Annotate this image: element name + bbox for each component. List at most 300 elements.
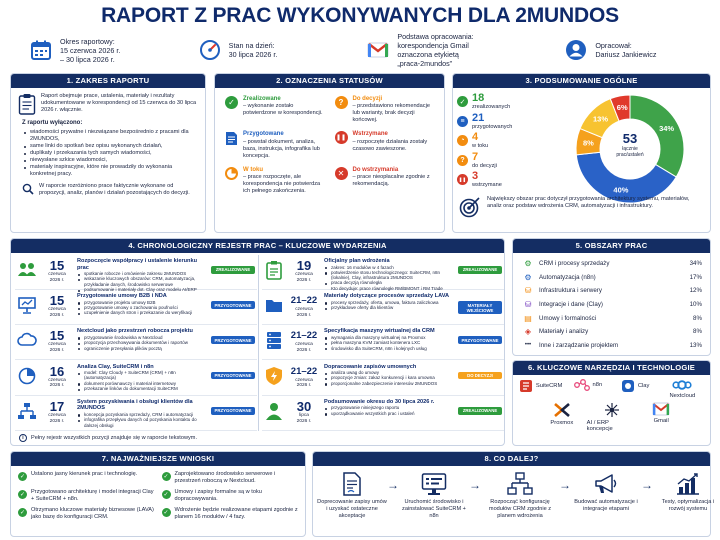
area-row xyxy=(521,284,702,298)
area-value: 12% xyxy=(689,287,702,295)
area-label: Materiały i analizy xyxy=(539,328,589,336)
clay-icon xyxy=(621,379,635,393)
entry-day: 21–22 xyxy=(290,330,318,342)
stat-label: do decyzji xyxy=(472,162,497,169)
entry-title: Podsumowanie okresu do 30 lipca 2026 r. xyxy=(324,398,435,405)
progress-icon xyxy=(225,167,238,180)
conclusion-item xyxy=(162,489,300,503)
timeline-entry xyxy=(262,361,504,396)
arrow-right-icon: → xyxy=(641,478,653,492)
area-value: 13% xyxy=(689,341,702,349)
conclusion-text: Ustalono jasny kierunek prac i technologię. xyxy=(31,471,138,477)
entry-bullet: propozycje zmian: zakaz konkurencji i kara umowna xyxy=(324,375,454,380)
clipboard-icon xyxy=(264,260,284,280)
entry-bullet: ograniczenie przesyłania plików pocztą xyxy=(77,346,207,351)
entry-bullets xyxy=(324,265,454,286)
summary-stat xyxy=(457,92,537,112)
entry-date xyxy=(288,400,320,425)
area-row xyxy=(521,339,702,353)
entry-bullet: analiza uwag do umowy xyxy=(324,370,454,375)
entry-bullet: uzupełnienie danych stron i przekazanie do weryfikacji xyxy=(77,310,207,315)
conclusion-item xyxy=(162,471,300,485)
excluded-item: wiadomości prywatne i niezwiązane bezpośrednio z pracami dla 2MUNDOS, xyxy=(23,129,197,143)
excluded-list xyxy=(11,129,205,178)
excluded-item: duplikaty i przekazania tych samych wiadomości, xyxy=(23,150,197,157)
conclusion-text: Przygotowano architekturę i model integracji Clay + SuiteCRM + n8n. xyxy=(31,489,154,502)
pause-icon: ❚❚ xyxy=(335,131,348,144)
area-label: Integracje i dane (Clay) xyxy=(539,301,603,309)
entry-title: Przygotowanie umowy B2B i NDA xyxy=(77,293,167,300)
entry-date xyxy=(288,294,320,319)
area-value: 8% xyxy=(693,328,702,336)
entry-title: Rozpoczęcie współpracy i ustalenie kierunku prac xyxy=(77,258,197,271)
status-name: W toku xyxy=(243,166,263,173)
area-label: Inne i zarządzanie projektem xyxy=(539,341,619,349)
area-value: 34% xyxy=(689,260,702,268)
entry-bullet: wymagania dla maszyny wirtualnej na Proxmox xyxy=(324,335,454,340)
entry-title: Oficjalny plan wdrożenia xyxy=(324,258,390,264)
entry-month: czerwca 2026 r. xyxy=(295,377,313,389)
entry-month: czerwca 2026 r. xyxy=(295,272,313,283)
entry-date xyxy=(41,365,73,390)
people-icon xyxy=(17,260,37,280)
tool-label: Gmail xyxy=(653,418,669,424)
entry-bullet: praca decyzją równoległa xyxy=(324,280,454,285)
monitor-icon xyxy=(421,472,447,496)
entry-bullet: spotkanie robocze i omówienie zakresu 2MUNDOS xyxy=(77,271,207,276)
summary-note: Największy obszar prac dotyczył przygotowania architektury systemu, materiałów, analiz oraz podstaw wdrożenia CRM, automatyzacji i infrastruktury. xyxy=(487,196,690,209)
stat-label: przygotowanych xyxy=(472,123,513,130)
conclusion-item xyxy=(18,471,156,485)
timeline-entry xyxy=(262,255,504,290)
entry-bullet: model: Clay Cloudy + SuiteCRM (CRM) + n8n (automatyzacja) xyxy=(77,370,207,381)
entry-day: 17 xyxy=(49,398,65,414)
status-name: Zrealizowane xyxy=(243,96,281,102)
area-label: CRM i procesy sprzedaży xyxy=(539,260,610,268)
sitemap-icon xyxy=(17,401,37,421)
status-badge: DO DECYZJI xyxy=(458,372,502,380)
section-scope-title: 1. ZAKRES RAPORTU xyxy=(11,74,205,88)
summary-stat xyxy=(457,170,537,190)
donut-slice-label: 6% xyxy=(616,103,628,113)
report-info-row xyxy=(8,30,712,70)
info-author xyxy=(543,30,712,70)
entry-title: Materiały dotyczące procesów sprzedaży LAVA xyxy=(324,293,450,300)
info-period xyxy=(8,30,177,70)
summary-stats xyxy=(457,92,537,190)
check-icon: ✓ xyxy=(225,96,238,109)
entry-bullets xyxy=(77,300,207,316)
tool-label: Clay xyxy=(637,383,650,389)
entry-day: 21–22 xyxy=(290,295,318,307)
entry-bullet: wskazanie kluczowych obszarów: CRM, automatyzacja, przykładanie danych, środowisko serwerowe xyxy=(77,276,207,287)
entry-day: 15 xyxy=(49,293,65,309)
stat-label: w toku xyxy=(472,143,489,150)
excluded-item: materiały inspiracyjne, które nie prowadziły do wykonania konkretnej pracy. xyxy=(23,164,197,178)
entry-bullet: infografika przepływu danych od pozyskania kontaktu do dalszej obsługi xyxy=(77,417,207,428)
entry-bullets xyxy=(77,412,207,428)
section-next-steps xyxy=(312,451,715,537)
section-summary-title: 3. PODSUMOWANIE OGÓLNE xyxy=(453,74,710,88)
step-label: Rozpocząć konfigurację modułów CRM zgodnie z planem wdrożenia xyxy=(488,499,552,519)
step-3 xyxy=(481,472,559,520)
n8n-icon xyxy=(574,379,590,391)
entry-bullet: przygotowanie umowy o zachowaniu poufności xyxy=(77,305,207,310)
check-icon: ✓ xyxy=(163,510,169,516)
tool-gmail xyxy=(636,402,686,432)
stat-value: 21 xyxy=(472,111,485,124)
document-icon: ▤ xyxy=(524,313,532,323)
entry-month: czerwca 2026 r. xyxy=(48,307,66,318)
status-badge: ZREALIZOWANE xyxy=(211,266,255,274)
status-badge: PRZYGOTOWANE xyxy=(211,336,255,344)
status-badge: ZREALIZOWANE xyxy=(458,407,502,415)
area-value: 17% xyxy=(689,273,702,281)
conclusion-text: Otrzymano kluczowe materiały biznesowe (LAVA) jako bazę do konfiguracji CRM. xyxy=(31,507,154,520)
entry-bullet: przygotowanie środowiska w Nextcloud xyxy=(77,335,207,340)
entry-month: czerwca 2026 r. xyxy=(295,307,313,318)
entry-bullet: środowisko dla SuiteCRM, n8n i kolejnych usług xyxy=(324,346,454,351)
person-icon xyxy=(264,401,284,421)
donut-center-label: łącznie prac/ustaleń xyxy=(616,146,644,158)
areas-list xyxy=(513,253,710,352)
entry-day: 21–22 xyxy=(290,365,318,377)
tool-suitecrm xyxy=(517,379,564,399)
network-icon: ⛁ xyxy=(524,286,532,296)
entry-bullet: przygotowanie niniejszego raportu xyxy=(324,405,454,410)
entry-bullets xyxy=(77,335,207,351)
layers-icon: ◈ xyxy=(524,327,532,337)
dots-icon: ••• xyxy=(524,342,532,349)
area-row xyxy=(521,271,702,285)
conclusion-text: Zaprojektowano środowisko serwerowe i przestrzeń roboczą w Nextcloud. xyxy=(174,471,276,484)
entry-bullet: koncepcja pozyskania sprzedaży, CRM i automatyzacji xyxy=(77,412,207,417)
chronology-grid xyxy=(11,255,506,431)
chronology-footer: Pełny rejestr wszystkich pozycji znajduje się w raporcie tekstowym. xyxy=(31,434,198,441)
status-desc: – prace rozpoczęte, ale korespondencja nie potwierdza ich pełnego zakończenia. xyxy=(243,174,321,195)
info-source-value: korespondencja Gmail oznaczona etykietą „praca-2mundos” xyxy=(397,41,469,68)
timeline-entry xyxy=(262,325,504,360)
area-label: Infrastruktura i serwery xyxy=(539,287,602,295)
section-statuses xyxy=(214,73,445,233)
check-icon: ✓ xyxy=(19,474,26,480)
entry-bullets xyxy=(77,271,207,292)
nextcloud-icon xyxy=(672,379,692,391)
entry-date xyxy=(41,400,73,425)
area-label: Automatyzacja (n8n) xyxy=(539,273,596,281)
arrow-right-icon: → xyxy=(469,478,481,492)
megaphone-icon xyxy=(593,472,619,496)
excluded-title: Z raportu wyłączono: xyxy=(22,120,83,126)
entry-bullets xyxy=(324,300,454,311)
cloud-icon xyxy=(17,330,37,350)
entry-title: Nextcloud jako przestrzeń robocza projektu xyxy=(77,328,193,335)
contract-icon xyxy=(341,472,363,496)
tool-nextcloud xyxy=(659,379,706,399)
entry-bullet: potwierdzenie stosu technologicznego: SuiteCRM, n8n (lokalnie), Clay, infrastruktura 2MUNDOS xyxy=(324,270,454,281)
entry-bullet: proporcjonalne zabezpieczenie interesów 2MUNDOS xyxy=(324,381,454,386)
gears-icon: ⚙ xyxy=(524,259,532,269)
scope-intro: Raport obejmuje prace, ustalenia, materiały i rezultaty udokumentowane w korespondencji od 15 czerwca do 30 lipca 2026 r. włącznie. xyxy=(41,93,197,113)
status-badge: ZREALIZOWANE xyxy=(458,266,502,274)
status-badge: PRZYGOTOWANE xyxy=(211,301,255,309)
entry-bullet: podsumowanie i materiały dot. Clay oraz modelu AI/ERP xyxy=(77,287,207,292)
status-done xyxy=(225,96,327,124)
info-source xyxy=(345,30,543,70)
info-date-value: 30 lipca 2026 r. xyxy=(228,50,278,59)
step-5 xyxy=(653,472,720,513)
entry-title: Dopracowanie zapisów umownych xyxy=(324,363,417,370)
timeline-entry xyxy=(15,290,257,325)
entry-day: 19 xyxy=(296,258,312,273)
status-badge: PRZYGOTOWANE xyxy=(211,407,255,415)
folder-icon xyxy=(264,295,284,315)
suitecrm-icon xyxy=(519,379,533,393)
section-summary xyxy=(452,73,711,233)
section-areas xyxy=(512,238,711,356)
entry-bullets xyxy=(324,370,454,386)
doc-icon: ≡ xyxy=(457,116,468,127)
info-period-label: Okres raportowy: xyxy=(60,36,115,46)
area-row xyxy=(521,325,702,339)
status-badge: MATERIAŁY WEJŚCIOWE xyxy=(458,301,502,314)
entry-title: Specyfikacja maszyny wirtualnej dla CRM xyxy=(324,328,435,335)
entry-bullet: przekazanie linków do dokumentacji SuiteCRM xyxy=(77,386,207,391)
conclusion-item xyxy=(18,489,156,503)
search-icon xyxy=(22,183,34,195)
status-prepared xyxy=(225,131,327,159)
entry-bullet: procesy sprzedaży, oferta, umowa, faktura zaliczkowa xyxy=(324,300,454,305)
info-author-value: Dariusz Jankiewicz xyxy=(595,50,657,59)
donut-center-value: 53 xyxy=(622,131,638,146)
status-badge: PRZYGOTOWANE xyxy=(458,336,502,344)
entry-title: System pozyskiwania i obsługi klientów dla 2MUNDOS xyxy=(77,398,193,412)
entry-month: czerwca 2026 r. xyxy=(48,342,66,354)
entry-sub: Kto decyduje: prace równoległe RM/BMONT i RM Trade xyxy=(331,285,443,291)
section-areas-title: 5. OBSZARY PRAC xyxy=(513,239,710,253)
entry-date xyxy=(288,365,320,390)
conclusion-text: Wdrożenie będzie realizowane etapami zgodnie z planem 16 modułów / 4 fazy. xyxy=(174,507,298,520)
entry-month: czerwca 2026 r. xyxy=(48,377,66,389)
robot-icon: ⚙ xyxy=(524,272,532,282)
chart-icon xyxy=(675,472,701,496)
status-to-stop xyxy=(335,167,437,195)
server-icon xyxy=(264,330,284,350)
tool-label: n8n xyxy=(592,382,603,388)
entry-bullet: dokument porównawczy i materiał internetowy xyxy=(77,381,207,386)
timeline-entry xyxy=(15,255,257,293)
timeline-entry xyxy=(15,325,257,360)
donut-slice-label: 13% xyxy=(593,114,609,124)
analytics-icon xyxy=(17,366,37,386)
clipboard-icon xyxy=(18,93,36,115)
shield-icon xyxy=(264,366,284,386)
stat-value: 18 xyxy=(472,92,485,105)
conclusion-item xyxy=(162,507,300,521)
check-icon: ✓ xyxy=(163,474,169,480)
stat-value: 4 xyxy=(472,131,479,144)
timeline-entry xyxy=(262,290,504,325)
donut-slice-label: 8% xyxy=(582,138,594,148)
proxmox-icon xyxy=(553,402,571,418)
section-tools-title: 6. KLUCZOWE NARZĘDZIA I TECHNOLOGIE xyxy=(513,361,710,375)
entry-bullet: przygotowanie projektu umowy B2B xyxy=(77,300,207,305)
status-desc: – rozpoczęte działania zostały czasowo zawieszone. xyxy=(352,138,428,152)
gmail-icon xyxy=(652,402,670,416)
entry-month: czerwca 2026 r. xyxy=(48,412,66,424)
flow-icon xyxy=(507,472,533,496)
step-label: Doprecowanie zapisy umów i uzyskać ostateczne akceptacje xyxy=(317,499,387,519)
question-icon: ? xyxy=(457,155,468,166)
step-label: Budować automatyzacje i integracje etapami xyxy=(574,499,638,512)
entry-bullet: uporządkowanie wszystkich prac i ustaleń xyxy=(324,411,454,416)
next-steps-flow xyxy=(313,466,715,520)
tool-ai-erp xyxy=(587,402,637,432)
tool-label: SuiteCRM xyxy=(535,383,563,389)
entry-bullet: zakres: 16 modułów w 4 fazach xyxy=(324,265,454,270)
tool-label: Proxmox xyxy=(550,420,574,426)
tool-clay xyxy=(612,379,659,399)
status-desc: – prace nieopłacalne zgodnie z rekomendacją. xyxy=(352,174,430,188)
info-icon: i xyxy=(19,434,27,442)
status-desc: – powstał dokument, analiza, baza, instrukcja, infografika lub koncepcja. xyxy=(243,138,320,159)
target-icon xyxy=(459,196,481,218)
entry-bullets xyxy=(324,335,454,351)
status-desc: – wykonanie zostało potwierdzone w korespondencji. xyxy=(243,103,323,117)
entry-date xyxy=(41,294,73,319)
gmail-icon xyxy=(367,41,389,59)
area-value: 10% xyxy=(689,301,702,309)
section-chronology-title: 4. CHRONOLOGICZNY REJESTR PRAC – KLUCZOWE WYDARZENIA xyxy=(11,239,504,253)
page-title: RAPORT Z PRAC WYKONYWANYCH DLA 2MUNDOS xyxy=(101,4,619,27)
entry-month: czerwca 2026 r. xyxy=(48,272,66,283)
scope-note: W raporcie rozróżniono prace faktycznie wykonane od propozycji, analiz, planów i działań pozostających do decyzji. xyxy=(39,183,190,197)
check-icon: ✓ xyxy=(163,492,169,498)
status-name: Do decyzji xyxy=(352,96,383,102)
info-author-label: Opracował: xyxy=(595,41,632,50)
info-period-value: 15 czerwca 2026 r. – 30 lipca 2026 r. xyxy=(60,45,121,64)
area-row xyxy=(521,298,702,312)
entry-bullet: propozycja przechowywania dokumentów i raportów xyxy=(77,340,207,345)
conclusion-item xyxy=(18,507,156,521)
entry-date xyxy=(288,329,320,354)
question-icon: ? xyxy=(335,96,348,109)
conclusions-list xyxy=(11,466,305,521)
status-badge: PRZYGOTOWANE xyxy=(211,372,255,380)
entry-title: Analiza Clay, SuiteCRM i n8n xyxy=(77,363,154,370)
stop-icon: ✕ xyxy=(335,167,348,180)
info-date-label: Stan na dzień: xyxy=(228,41,275,50)
section-chronology xyxy=(10,238,505,446)
stat-value: 7 xyxy=(472,150,479,163)
excluded-item: same linki do spotkań bez opisu wykonanych działań, xyxy=(23,143,197,150)
step-label: Testy, optymalizacja i rozwój systemu xyxy=(661,499,715,512)
entry-bullet: pełna maszyna KVM zamiast kontenera LXC xyxy=(324,340,454,345)
entry-bullets xyxy=(324,405,454,416)
section-scope xyxy=(10,73,206,233)
tool-proxmox xyxy=(537,402,587,432)
timeline-entry xyxy=(262,396,504,431)
user-icon xyxy=(565,39,587,61)
arrow-right-icon: → xyxy=(559,478,571,492)
area-label: Umowy i formalności xyxy=(539,314,597,322)
area-row xyxy=(521,311,702,325)
summary-stat xyxy=(457,151,537,171)
stat-label: zrealizowanych xyxy=(472,104,511,111)
area-value: 8% xyxy=(693,314,702,322)
info-source-label: Podstawa opracowania: xyxy=(397,32,474,41)
entry-month: lipca 2026 r. xyxy=(296,412,312,424)
timeline-entry xyxy=(15,361,257,396)
excluded-item: niewysłane szkice wiadomości, xyxy=(23,157,197,164)
section-tools xyxy=(512,360,711,446)
gauge-icon xyxy=(199,39,221,61)
conclusion-text: Umowy i zapisy formalne są w toku dopracowywania. xyxy=(174,489,262,502)
section-statuses-title: 2. OZNACZENIA STATUSÓW xyxy=(215,74,444,88)
entry-date xyxy=(288,259,320,284)
summary-stat xyxy=(457,131,537,151)
status-name: Przygotowane xyxy=(243,131,284,138)
entry-day: 15 xyxy=(49,258,65,273)
progress-icon: ◔ xyxy=(457,135,468,146)
ai-icon xyxy=(604,402,620,418)
step-4 xyxy=(571,472,641,513)
status-name: Do wstrzymania xyxy=(352,166,399,173)
tool-label: AI / ERP koncepcje xyxy=(586,420,613,432)
entry-day: 16 xyxy=(49,363,65,379)
section-conclusions-title: 7. NAJWAŻNIEJSZE WNIOSKI xyxy=(11,452,305,466)
step-2 xyxy=(399,472,469,520)
stat-value: 3 xyxy=(472,170,479,183)
check-icon: ✓ xyxy=(19,510,26,516)
area-row xyxy=(521,257,702,271)
entry-day: 15 xyxy=(49,328,65,344)
arrow-right-icon: → xyxy=(387,478,399,492)
section-conclusions xyxy=(10,451,306,537)
presentation-icon xyxy=(17,295,37,315)
tool-n8n xyxy=(564,379,611,399)
stat-label: wstrzymane xyxy=(472,182,502,189)
entry-day: 30 xyxy=(296,398,312,414)
check-icon: ✓ xyxy=(457,96,468,107)
donut-slice-label: 40% xyxy=(613,185,629,195)
database-icon: ⛁ xyxy=(524,300,532,310)
entry-date xyxy=(41,259,73,284)
check-icon: ✓ xyxy=(19,492,26,498)
status-suspended xyxy=(335,131,437,159)
status-in-progress xyxy=(225,167,327,195)
timeline-divider xyxy=(258,255,259,431)
summary-stat xyxy=(457,112,537,132)
calendar-icon xyxy=(30,39,52,61)
entry-month: czerwca 2026 r. xyxy=(295,342,313,354)
donut-slice-label: 34% xyxy=(659,123,675,133)
step-label: Uruchomić środowisko i zainstalować SuiteCRM + n8n xyxy=(402,499,466,519)
status-desc: – przedstawiono rekomendacje lub warianty, brak decyzji końcowej. xyxy=(352,103,430,124)
timeline-entry xyxy=(15,396,257,431)
entry-bullets xyxy=(77,370,207,391)
entry-date xyxy=(41,329,73,354)
doc-icon xyxy=(225,131,238,146)
status-name: Wstrzymane xyxy=(352,131,388,138)
pause-icon: ❚❚ xyxy=(457,174,468,185)
tool-label: Nextcloud xyxy=(669,393,696,399)
status-decision xyxy=(335,96,437,124)
entry-bullet: przykładowe oferty dla klientów xyxy=(324,305,454,310)
section-next-steps-title: 8. CO DALEJ? xyxy=(313,452,710,466)
step-1 xyxy=(317,472,387,520)
info-date xyxy=(177,30,346,70)
